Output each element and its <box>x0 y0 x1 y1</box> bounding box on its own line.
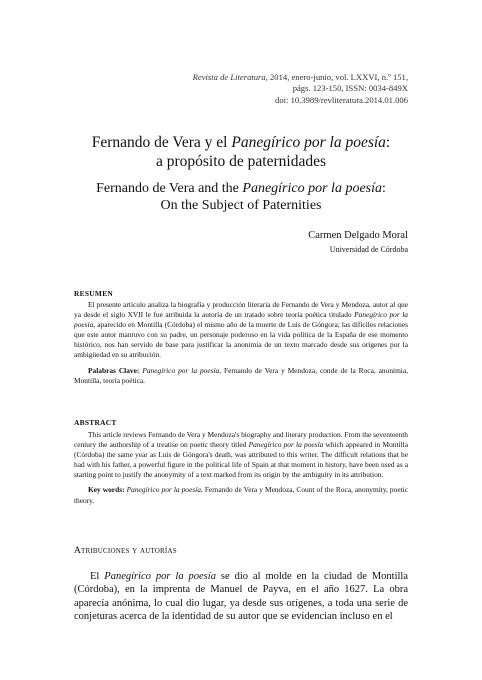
resumen-text-b: , aparecido en Montilla (Córdoba) el mismo año de la muerte de Luis de Góngora; las difíciles relaciones que este autor mantuvo con su padre, un personaje poderoso en la vida política de la España de ese momento histórico, nos han servido de base para justificar la anonimia de un texto marcado desde sus orígenes por la ambigüedad en su atribución. <box>74 320 408 360</box>
abstract-keywords <box>74 485 408 505</box>
section-body <box>74 570 408 623</box>
abstract-keywords-italic: Panegírico por la poesía <box>126 485 201 495</box>
resumen-heading: RESUMEN <box>74 289 114 298</box>
abstract-keywords-rest: , Fernando de Vera y Mendoza, Count of the Roca, anonymity, poetic theory. <box>74 485 408 505</box>
author-affiliation: Universidad de Córdoba <box>329 245 408 254</box>
journal-issue: , 2014, enero-junio, vol. LXXVI, n.º 151, <box>265 72 408 82</box>
journal-line-1 <box>108 72 408 83</box>
abstract-body <box>74 430 408 506</box>
journal-pages-issn: págs. 123-150, ISSN: 0034-849X <box>292 83 408 94</box>
resumen-keywords-label: Palabras Clave: <box>88 365 140 375</box>
resumen-keywords-italic: Panegírico por la poesía <box>142 365 220 375</box>
title-english <box>70 180 412 214</box>
journal-name: Revista de Literatura <box>192 72 266 82</box>
body-paragraph <box>74 570 408 623</box>
abstract-paragraph <box>74 430 408 480</box>
resumen-keywords <box>74 366 408 386</box>
abstract-heading: ABSTRACT <box>74 418 117 427</box>
title-es-line2: a propósito de paternidades <box>155 153 326 170</box>
title-en-italic: Panegírico por la poesía <box>242 181 383 196</box>
body-text-b: se dio al molde en la ciudad de Montilla (Córdoba), en la imprenta de Manuel de Payva, en el año 1627. La obra aparecía anónima, lo cual dio lugar, ya desde sus orígenes, a toda una serie de conjeturas acerca de la identidad de su autor que se evidencian incluso en el <box>74 571 408 622</box>
resumen-text-italic: Panegírico por la poesía <box>74 310 408 330</box>
abstract-text-b: which appeared in Montilla (Córdoba) the same year as Luis de Góngora's death, was attributed to this writer. The difficult relations that he had with his father, a powerful figure in the political life of Spain at that moment in history, have been used as a starting point to justify the anonymity of a text marked from its origin by the ambiguity in its attribution. <box>74 440 408 480</box>
section-title: Atribuciones y autorías <box>74 546 177 556</box>
journal-citation <box>108 72 408 106</box>
title-spanish <box>70 133 412 171</box>
body-text-a: El <box>90 571 105 582</box>
resumen-text-a: El presente artículo analiza la biografía y producción literaria de Fernando de Vera y Mendoza, autor al que ya desde el siglo XVII le fue atribuida la autoría de un tratado sobre teoría poética titulado <box>74 300 408 320</box>
abstract-text-a: This article reviews Fernando de Vera y Mendoza's biography and literary production. From the seventeenth century the authorship of a treatise on poetic theory titled <box>74 430 408 450</box>
title-es-italic: Panegírico por la poesía <box>231 134 386 151</box>
body-text-italic: Panegírico por la poesía <box>104 571 216 582</box>
resumen-paragraph <box>74 300 408 361</box>
title-en-pre: Fernando de Vera and the <box>96 181 243 196</box>
resumen-keywords-rest: , Fernando de Vera y Mendoza, conde de la Roca, anonimia, Montilla, teoría poética. <box>74 365 408 385</box>
title-es-post: : <box>385 134 391 151</box>
resumen-body <box>74 300 408 386</box>
title-en-post: : <box>382 181 386 196</box>
title-es-pre: Fernando de Vera y el <box>91 134 232 151</box>
abstract-keywords-label: Key words: <box>88 485 125 495</box>
author-name: Carmen Delgado Moral <box>308 230 408 241</box>
title-en-line2: On the Subject of Paternities <box>160 198 322 213</box>
journal-doi: doi: 10.3989/revliteratura.2014.01.006 <box>275 94 408 105</box>
abstract-text-italic: Panegírico por la poesía <box>248 440 324 450</box>
